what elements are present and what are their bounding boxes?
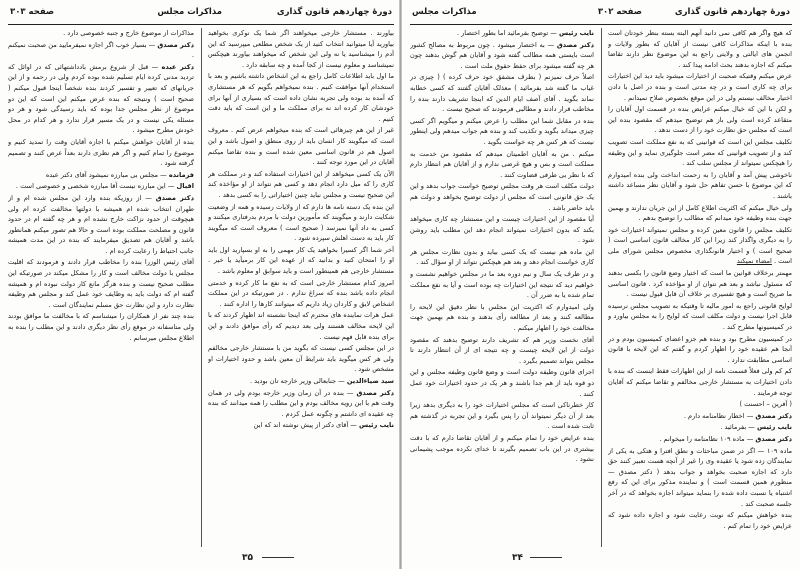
right-page-folio: ۳۴	[512, 553, 523, 563]
paragraph-text: — این مبارزه نیست آقا مبارزه شخصی و خصوصی است .	[15, 182, 175, 191]
speaker-name: دکتر مصدق	[755, 434, 792, 443]
right-page-title: مذاکرات مجلس	[412, 7, 477, 17]
speaker-name: دکتر مصدق	[155, 193, 194, 202]
paragraph-text: ماده ۱۰۹ — اگر در ضمن مباحثات و نطق افترا و هتکی به یکی از نمایندگان زده شود یا عقیده وی را غیر از آنچه هست تعبیر کنند حق دارد که اجازه صحبت بخواهد و جواب بدهد ( دکتر مصدق — منظورم همین قسمت است ) و نماینده مذکور برای این که رفع اشتباه یا نسبت داده شده را بنماید میتواند اجازه بخواهد که در آخر جلسه صحبت کند .	[608, 446, 792, 508]
paragraph-text: تکلیف مجلس را قانون معین کرده و مجلس نمیتواند اختیارات خود را به دیگری واگذار کند زیرا این کار مخالف قانون اساسی است ( صحیح است ) و اختیار قانونگذاری مخصوص مجلس شورای ملی است .	[608, 225, 792, 266]
paragraph-text: در این مجلس کسی نیست که بگوید من با مستشار خارجی مخالفم ولی هر کس میگوید باید شرایط آن معین باشد و حدود اختیارات او مشخص شود .	[208, 344, 394, 374]
right-page-column-outer	[608, 28, 792, 547]
right-page-column-inner	[410, 28, 594, 547]
text-paragraph	[208, 28, 394, 70]
right-header-rule	[410, 24, 792, 25]
paragraph-text: مهمتر برخلاف قوانین ما است که اختیار وضع قانون را بکسی بدهند که مسئول نباشد و بعد هم نتوان از او مؤاخذه کرد . قانون اساسی ما صریح است و هیچ تفسیری بر خلاف آن قابل قبول نیست .	[608, 269, 792, 299]
paragraph-text: که هیچ واگر هم کافی نمی دانید آنهم البته بسته بنظر خودتان است بنده با اینکه مذاکرات کافی نیست از آقایان که بطور ولایات و انجمن های ایالتی و ولایتی راجع به این موضوع نظر دارند تقاضا میکنم که اجازه بدهند بحث ادامه پیدا کند .	[608, 29, 792, 69]
paragraph-text: بنده در مقابل شما این مطلب را عرض میکنم و میگویم اگر کسی چیزی میداند بگوید و تکذیب کند و بنده هم جواب میدهم ولی اینطور نیست که هر کس هر چه خواست بگوید .	[410, 116, 594, 146]
right-folio-dash	[530, 557, 562, 558]
text-paragraph	[608, 170, 792, 202]
paragraph-text: — بسیار خوب اگر اجازه نمیفرمایید من صحبت نمیکنم .	[8, 40, 194, 60]
text-paragraph	[208, 278, 394, 310]
text-paragraph	[8, 257, 194, 310]
paragraph-text: کار خطرناکی است که مجلس اختیارات خود را به دیگری بدهد زیرا بعد از آن دیگر نمیتواند آن را پس بگیرد و این تجربه در گذشته هم ثابت شده است .	[410, 401, 594, 431]
paragraph-text: — بنده در آن زمان وزیر خارجه بودم ولی در همان وقت هم با این رویه مخالف بودم و این مطلب را همه میدانند که بنده چه عقیده ای داشتم و چگونه عمل کردم .	[208, 388, 394, 418]
text-paragraph	[410, 400, 594, 432]
text-paragraph	[608, 71, 792, 103]
left-page-body	[8, 28, 394, 547]
speech-paragraph	[410, 28, 594, 39]
paragraph-text: و لکن با این که خیال میکنم عرایض بنده در قسمت اول آقایان را متقاعد کرده است ولی باز هم توضیح میدهم که مقصود بنده این است که مجلس حق نظارت خود را از دست ندهد .	[608, 105, 792, 135]
speaker-name: فرمانده	[168, 170, 194, 179]
paragraph-text: میکنم . من به آقایان اطمینان میدهم که مقصود من خدمت به مملکت است و بس و هیچ غرضی ندارم و از آقایان هم انتظار دارم که با نظر بی طرفی قضاوت کنند .	[410, 149, 594, 179]
paragraph-text: دولت مکلف است هر وقت مجلس توضیح خواست جواب بدهد و این یک حق قانونی است که مجلس از دولت توضیح بخواهد و دولت هم باید حاضر باشد .	[410, 182, 594, 212]
speaker-name: نایب رئیس	[559, 29, 594, 37]
speaker-name: دکتر مصدق	[755, 411, 792, 420]
text-paragraph	[608, 366, 792, 398]
text-paragraph	[608, 268, 792, 300]
speaker-name: دکتر مصدق	[556, 40, 594, 49]
paragraph-text: بنده عرایض خود را تمام میکنم و از آقایان تقاضا دارم که با دقت بیشتری در این باب تصمیم بگیرند تا خدای نکرده موجب پشیمانی نشود .	[410, 433, 594, 464]
text-paragraph	[608, 28, 792, 70]
text-paragraph	[608, 137, 792, 169]
left-page-session: دورهٔ چهاردهم قانون گذاری	[276, 7, 392, 17]
speaker-name: سید ضیاءالدین	[346, 377, 394, 385]
paragraph-text: کم کم ولی فعلاً قسمت نامه از این اظهارات فقط اینست که بنده با دادن اختیارات به مستشار خارجی مخالفم و تقاضا میکنم که آقایان توجه فرمایند .	[608, 367, 792, 397]
left-page-column-inner	[8, 28, 194, 547]
text-paragraph	[8, 137, 194, 169]
paragraph-text: — قبل از شروع برمش بادداشتهائی که در اوائل که تردید مدنی کرده ایام تسلیم شده بوده کردم ولی در رحمه و از این جریانهای که تعییر و تفسیر کردند بنده شخصاً اینجا قبول میکنم ( صحیح است ) ونتیجه که بنده عرض میکنم این است که این دو موضوع از نظر مجلس جدا بوده که باید رسیدگی شود و هر دو مسئله یکی نیست و در یک مسیر قرار ندارد و هر کدام در محل خودش مطرح میشود .	[8, 62, 194, 135]
paragraph-text: آیا مقصود از این اختیارات چیست و این مستشار چه کاری میخواهد بکند که بدون اختیارات نمیتواند انجام دهد این مطلب باید روشن شود .	[410, 215, 594, 245]
paragraph-text: این بنده یک دسته نامه ها دارم که از ولایات رسیده و همه از وضعیت شکایت دارند و میگویند که مأمورین دولت با مردم بدرفتاری میکنند و کسی به داد آنها نمیرسد ( صحیح است ) معروف است که میگویند کار باید به دست اهلش سپرده شود .	[208, 202, 394, 243]
paragraph-text: آقای نخست وزیر هم که تشریف دارند توضیح بدهند که مقصود دولت از این لایحه چیست و چه نتیجه ای از آن انتظار دارند تا مجلس بتواند تصمیم بگیرد .	[410, 335, 594, 365]
right-page	[402, 0, 800, 569]
speech-paragraph	[208, 388, 394, 420]
speaker-name: دکتر مصدق	[157, 40, 194, 49]
paragraph-text: ( آفرین – احسنت )	[739, 400, 792, 409]
paragraph-text: — بفرمائید .	[720, 423, 755, 432]
text-paragraph	[8, 28, 194, 39]
text-paragraph	[410, 433, 594, 465]
paragraph-text: الآن یک کسی میخواهد از این اختیارات استفاده کند و در مملکت هر کاری را که میل دارد انجام دهد و کسی هم نتواند از او مؤاخذه کند این صحیح نیست و مجلس نباید چنین اختیاراتی را به کسی بدهد .	[208, 169, 394, 199]
text-paragraph	[410, 149, 594, 181]
left-column-rule	[201, 28, 202, 547]
left-page-column-outer	[208, 28, 394, 547]
text-paragraph	[208, 71, 394, 124]
left-page-title: مذاکرات مجلس	[157, 7, 222, 17]
paragraph-text: مذاکرات از موضوع خارج و جنبه خصوصی دارد .	[63, 29, 194, 37]
paragraph-text: تکلیف مجلس این است که قوانینی که به نفع مملکت است تصویب کند و از تصویب قوانینی که مضر است جلوگیری نماید و این وظیفه را هیچکس نمیتواند از مجلس سلب کند .	[608, 137, 792, 168]
paragraph-text: غیر از این هم چیزهائی است که بنده میخواهم عرض کنم . معروف است که میگویند کار انسان باید از روی منطق و اصول باشد و این اصول هم در قانون اساسی معین شده است و بنده تقاضا میکنم آقایان در این مورد توجه کنند .	[208, 126, 394, 167]
speaker-name: دکتر عبده	[161, 62, 194, 71]
left-page-number: صفحه ۳۰۳	[10, 7, 55, 17]
text-paragraph	[608, 301, 792, 333]
speaker-name: نایب رئیس	[359, 421, 394, 430]
paragraph-text: آخر شما اگر کسیرا بخواهید یک کار مهمی را به او بسپارید اول باید او را امتحان کنید و بدانید که از عهده این کار برمیآید یا خیر . مستشار خارجی هم همینطور است و باید سوابق او معلوم باشد .	[208, 245, 394, 276]
text-paragraph	[8, 311, 194, 343]
paragraph-text: — مجلس بی مبارزه نمیشود آقای دکتر عبده	[45, 170, 167, 179]
paragraph-text: بنده از آقایان خواهش میکنم با اجازه آقایان وقت را تمدید کنیم و موضوع را تمام کنیم و اگر هم نظری دارند بعداً عرض کنند و تصمیم گرفته شود .	[8, 137, 194, 168]
paragraph-text: بنده چند نفر از همکاران را میشناسم که با مخالفت ما موافق بودند ولی متاسفانه در موقع رأی نظر دیگری دادند و این مطلب را بنده به اطلاع مجلس میرسانم .	[8, 312, 194, 342]
speech-paragraph	[8, 193, 194, 257]
text-paragraph	[208, 245, 394, 277]
right-page-number: صفحه ۳۰۲	[597, 7, 642, 17]
paragraph-text: عمل هرات نماینده های محترم که اینجا نشسته اند اظهار کردند که با این لایحه مخالف هستند ولی بعد دیدیم که رأی موافق دادند و این برای بنده قابل فهم نیست .	[208, 311, 394, 341]
speaker-name: نایب رئیس	[757, 423, 792, 432]
left-header-rule	[8, 24, 394, 25]
paragraph-text: ولی امیدوارم که اکثریت این مجلس با نظر دقیق این لایحه را مطالعه کنند و بعد از مطالعه رأی بدهند و بنده هم بهمین جهت مخالفت خود را اظهار میکنم .	[410, 302, 594, 333]
paragraph-text: ناخوشی پیش آمد و آقایان را به زحمت انداخت ولی بنده امیدوارم که این موضوع با حسن تفاهم حل شود و آقایان نظر مساعد داشته باشند .	[608, 170, 792, 200]
text-paragraph	[410, 181, 594, 213]
speech-paragraph	[8, 181, 194, 192]
paragraph-text: — ماده ۱۰۹ نظامنامه را میخوانم .	[659, 434, 754, 443]
paragraph-text: — از روزیکه بنده وارد این مجلس شده ام و از طهران انتخاب شده ام همیشه با دولتها مخالفت کرده ام ولی هیچوقت از حدود نزاکت خارج نشده ام و هر چه گفته ام در حدود قانون و مصلحت مملکت بوده است و حالا هم تصور میکنم همانطور باشد و آقایان هم تصدیق میفرمایند که بنده در این مدت همیشه جانب احتیاط را رعایت کرده ام .	[8, 193, 194, 255]
text-paragraph	[208, 202, 394, 244]
speech-paragraph	[8, 40, 194, 61]
text-paragraph	[608, 225, 792, 267]
text-paragraph	[608, 446, 792, 510]
paragraph-text: در کمیسیون مطرح بود و بنده هم جزو اعضای کمیسیون بودم و در آنجا هم عقیده خود را اظهار کردم و گفتم که این لایحه با قانون اساسی مطابقت ندارد .	[608, 334, 792, 364]
text-paragraph	[208, 169, 394, 201]
text-paragraph	[410, 214, 594, 246]
speaker-name: دکتر مصدق	[356, 388, 394, 397]
paragraph-text: — جنابعالی وزیر خارجه تان بودید .	[249, 377, 345, 385]
paragraph-text: ما اول باید اطلاعات کامل راجع به این اشخاص داشته باشیم و بعد با استخدام آنها موافقت کنیم . بنده نمیخواهم بگویم که هر مستشاری که آمده بد بوده ولی تجربه نشان داده است که بسیاری از آنها برای خودشان کار کرده اند نه برای مملکت ما و این است که باید دقت کنیم .	[208, 72, 394, 123]
text-paragraph	[208, 343, 394, 375]
paragraph-text: — اخطار نظامنامه دارم .	[683, 411, 754, 420]
speaker-name: اقبال	[176, 182, 194, 191]
paragraph-text: و در ظرف یک سال و نیم دوره بعد ما در مجلس خواهیم نشست و خواهیم دید که نتیجه این اختیارات چه بوده است و آیا به نفع مملکت تمام شده یا به ضرر آن .	[410, 270, 594, 300]
paragraph-text: — به اختصار میشود . چون مربوط به مصالح کشور است بایستی همه مطالب گفته شود و آقایان هم گوش بدهند چون هر چه گفته میشود برای حفظ حقوق ملت است .	[410, 40, 594, 70]
text-paragraph	[608, 104, 792, 136]
paragraph-text: امروز کدام مستشار خارجی است که به نفع ما کار کرده و خدمتی انجام داده باشد بنده که سراغ ندارم . در صورتیکه در این مملکت اشخاص لایق و کاردان زیاد داریم که میتوانند کارها را اداره کنند .	[208, 278, 394, 308]
text-paragraph	[410, 72, 594, 114]
underlined-phrase: امضاء نمیکند	[736, 257, 772, 266]
left-page-header	[8, 7, 394, 23]
left-folio-dash	[262, 557, 294, 558]
text-paragraph	[410, 335, 594, 367]
text-paragraph	[410, 302, 594, 334]
text-paragraph	[608, 203, 792, 224]
speech-paragraph	[608, 434, 792, 445]
text-paragraph	[410, 116, 594, 148]
text-paragraph	[208, 310, 394, 342]
text-paragraph	[410, 367, 594, 399]
paragraph-text: آقای رئیس الوزرا بنده را مخاطب قرار دادند و فرمودند که اقلیت مجلس با دولت مخالف است و کار را مشکل میکند در صورتیکه این مطلب صحیح نیست و بنده هرگز مانع کار دولت نبوده ام و همیشه گفته ام که دولت باید به وظایف خود عمل کند و مجلس هم وظیفه نظارت دارد و این نظارت حق مسلم نمایندگان است .	[8, 258, 194, 309]
paragraph-text: عرض میکنم وقتیکه صحبت از اختیارات میشود باید دید این اختیارات برای چه کاری است و در چه مدتی است و بنده در اصل با دادن اختیار مخالف نیستم ولی در این موقع بخصوص صلاح نمیدانم .	[608, 72, 792, 102]
text-paragraph	[410, 247, 594, 268]
paragraph-text: این ماده هم نیست که یک کسی بیاید و بدون نظارت مجلس هر کاری خواست انجام دهد و بعد هم هیچکس نتواند از او سؤال کند .	[410, 247, 594, 267]
paragraph-text: لوایح قانونی راجع به امور مالیه تا وقتیکه به تصویب مجلس نرسیده قابل اجرا نیست و دولت مکلف است که لوایح را به مجلس بیاورد و در کمیسیونها مطرح کند .	[608, 301, 792, 332]
right-page-header	[410, 7, 792, 23]
paragraph-text: بیاورند . مستشار خارجی میخواهند اگر شما یک نوکری بخواهید بیاورید آیا میتوانید انتخاب کنید از یک شخص مطلعی میپرسید که این آدم را میشناسید یا نه ولی این شخص که میخواهند بیاورند هیچکس نمیشناسد و معلوم نیست از کجا آمده و چه سابقه دارد .	[208, 29, 394, 69]
right-page-session: دورهٔ چهاردهم قانون گذاری	[674, 7, 790, 17]
paragraph-text: — آقای دکتر از پیش نوشته اند که این	[253, 421, 357, 430]
text-paragraph	[208, 125, 394, 167]
text-paragraph	[608, 510, 792, 531]
right-page-body	[410, 28, 792, 547]
paragraph-text: اجرای قانون وظیفه دولت است و وضع قانون وظیفه مجلس و این دو قوه باید از هم جدا باشند و هر یک در حدود اختیارات خود عمل کنند .	[410, 368, 594, 398]
speech-paragraph	[410, 40, 594, 72]
text-paragraph	[608, 399, 792, 410]
speech-paragraph	[8, 170, 194, 181]
paragraph-text: اصلاً حرف نمیزنم ( بطرف مشفق خود حرف کرده ) ( چیزی در غیاب ما گفته شد بفرمائید ) معذلک آقایان گفتند که کسی خطابه نماند بگوید . آقای آصف ایام الدین که اینجا تشریف دارند بنده را مخاطب قرار دادند و مطالبی فرمودند که صحیح نیست .	[410, 73, 594, 114]
speech-paragraph	[208, 420, 394, 431]
speech-paragraph	[608, 422, 792, 433]
speech-paragraph	[208, 376, 394, 387]
speech-paragraph	[8, 62, 194, 136]
right-column-rule	[601, 28, 602, 547]
left-page-folio: ۳۵	[242, 553, 253, 563]
paragraph-text: — توضیح بفرمائید اما بطور اختصار .	[456, 29, 557, 37]
text-paragraph	[608, 334, 792, 366]
paragraph-text: بنده خواهش میکنم که نوبت رعایت شود و اجازه داده شود که عرایض خود را تمام کنم .	[608, 511, 792, 530]
speech-paragraph	[608, 411, 792, 422]
text-paragraph	[410, 269, 594, 301]
paragraph-text: ولی خیال میکنم که اکثریت اطلاع کامل از این جریان ندارند و بهمین جهت بنده وظیفه خود میدانم که مطالب را توضیح بدهم .	[608, 203, 792, 223]
